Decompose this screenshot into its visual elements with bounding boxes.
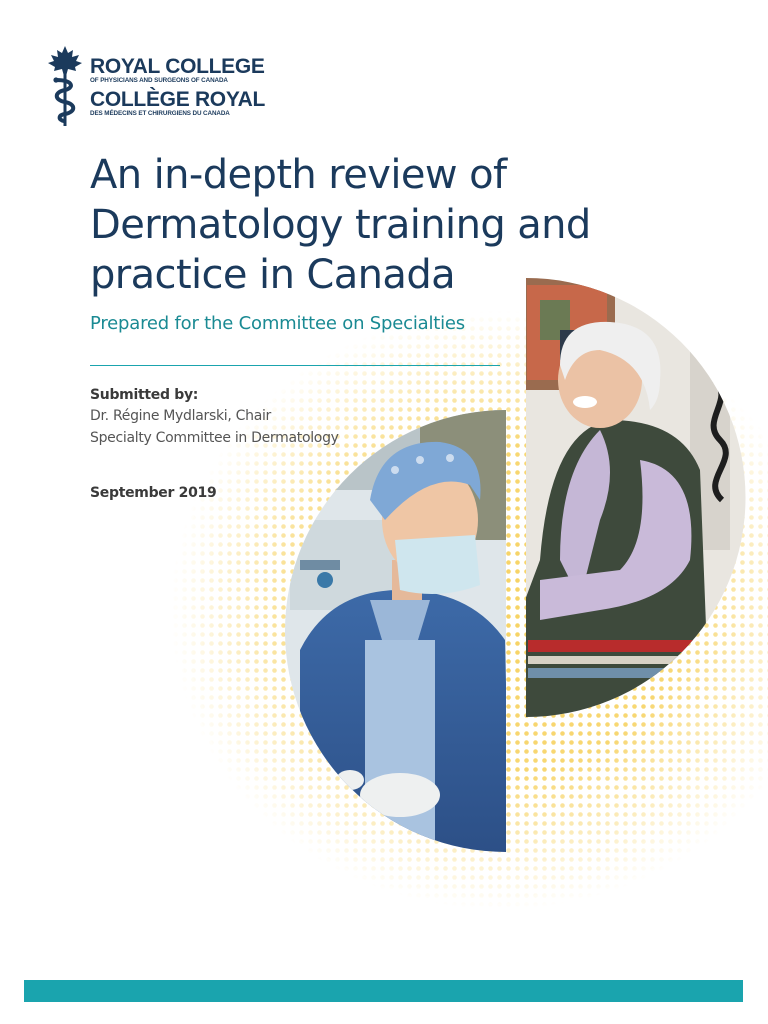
logo-line-3: COLLÈGE ROYAL bbox=[90, 88, 266, 111]
document-subtitle: Prepared for the Committee on Specialties bbox=[90, 313, 465, 334]
logo-line-4: DES MÉDECINS ET CHIRURGIENS DU CANADA bbox=[90, 110, 230, 117]
submitted-by-label: Submitted by: bbox=[90, 387, 199, 403]
publication-date: September 2019 bbox=[90, 485, 217, 501]
submitter-committee: Specialty Committee in Dermatology bbox=[90, 430, 339, 446]
logo-line-1: ROYAL COLLEGE bbox=[90, 55, 265, 78]
document-title bbox=[90, 150, 650, 300]
footer-accent-bar bbox=[24, 980, 743, 1002]
title-line-1: An in-depth review of bbox=[90, 152, 507, 198]
submitter-name: Dr. Régine Mydlarski, Chair bbox=[90, 408, 272, 424]
title-line-2: Dermatology training and bbox=[90, 202, 591, 248]
divider-rule bbox=[90, 365, 500, 366]
title-line-3: practice in Canada bbox=[90, 252, 456, 298]
logo-line-2: OF PHYSICIANS AND SURGEONS OF CANADA bbox=[90, 77, 228, 84]
